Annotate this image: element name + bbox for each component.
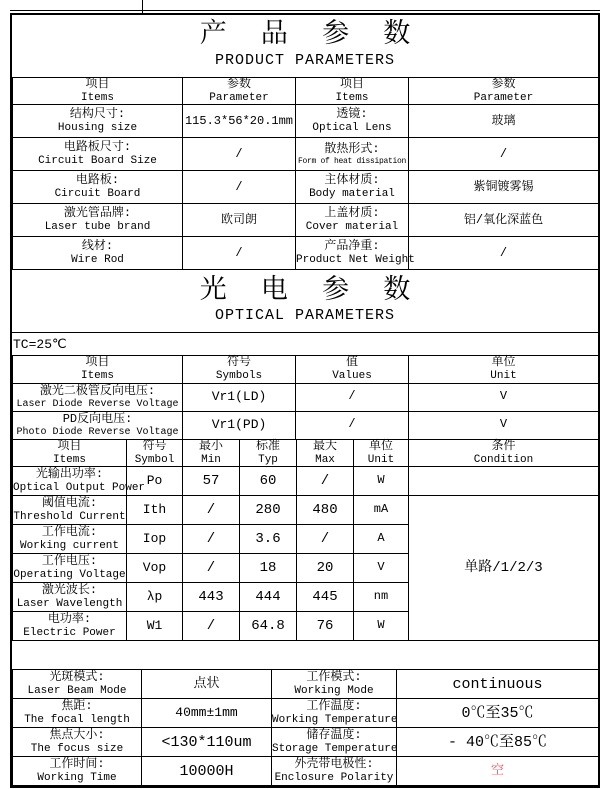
optical-parameters-title-block [12,270,598,332]
item-cell [272,728,397,757]
item-cell [13,496,127,525]
header-label-en: Items [80,91,114,104]
typ-cell: 18 [240,554,297,583]
optical-parameters-title-zh: 光 电 参 数 [199,276,420,307]
item-label-zh: 光斑模式: [49,670,105,685]
header-cell [240,439,297,466]
table-header-row [13,78,599,105]
reverse-voltage-table [12,355,599,439]
unit-cell: V [409,383,599,411]
header-label-zh: 值 [345,355,358,370]
condition-merged-cell: 单路/1/2/3 [409,496,599,641]
product-parameters-table [12,77,599,270]
product-parameters-title-en: PRODUCT PARAMETERS [214,51,396,69]
header-label-en: Unit [490,370,517,383]
item-label-en: Threshold Current [13,510,126,523]
header-label-en: Values [332,370,372,383]
item-label-en: Optical Output Power [13,481,146,494]
document-frame [10,13,600,788]
item-label-en: Product Net Weight [296,254,415,267]
item-label-zh: 上盖材质: [324,206,380,221]
item-cell [13,612,127,641]
header-cell [296,356,409,383]
value-cell: 40mm±1mm [142,699,272,728]
symbol-cell: Vop [127,554,183,583]
item-label-zh: 工作电流: [41,525,98,540]
item-cell [13,105,183,138]
item-cell [13,583,127,612]
table-row [13,383,599,411]
item-label-zh: 外壳带电极性: [294,757,374,772]
symbol-cell: Vr1(LD) [183,383,296,411]
item-label-en: Optical Lens [312,122,392,135]
header-label-zh: 单位 [491,355,516,370]
value-cell: 115.3*56*20.1mm [183,105,296,138]
value-cell: <130*110um [142,728,272,757]
header-cell [183,78,296,105]
item-label-en: Working Temperature [272,713,398,726]
item-cell [13,728,142,757]
item-label-zh: 线材: [81,239,114,254]
value-cell: / [296,383,409,411]
max-cell: 76 [297,612,354,641]
header-cell [409,78,599,105]
value-cell: 点状 [142,670,272,699]
table-row [13,496,599,525]
header-label-zh: 参数 [491,77,516,91]
header-label-en: Symbol [134,453,175,466]
table-row [13,411,599,439]
header-label-en: Symbols [215,370,263,383]
item-label-zh: 产品净重: [324,239,380,254]
header-label-zh: 项目 [85,355,110,370]
header-label-zh: 最小 [198,438,223,453]
header-cell [297,439,354,466]
header-cell [183,439,240,466]
header-cell [183,356,296,383]
item-label-en: Body material [309,188,395,201]
item-label-en: Circuit Board [54,188,141,201]
header-label-zh: 条件 [491,438,516,453]
item-label-en: Cover material [305,221,399,234]
item-label-zh: 储存温度: [306,728,362,743]
table-row [13,757,599,786]
item-label-zh: 激光波长: [41,583,98,598]
value-cell: / [183,171,296,204]
item-cell [296,138,409,171]
table-row [13,105,599,138]
item-cell [296,171,409,204]
value-cell: 铝/氧化深蓝色 [409,204,599,237]
item-label-zh: 工作模式: [306,670,362,685]
typ-cell: 3.6 [240,525,297,554]
value-cell: 欧司朗 [183,204,296,237]
header-label-zh: 符号 [226,355,251,370]
item-label-zh: 主体材质: [324,173,380,188]
header-label-en: Items [335,91,369,104]
max-cell: 20 [297,554,354,583]
max-cell: 445 [297,583,354,612]
general-spec-table [12,669,599,786]
item-cell [13,757,142,786]
item-cell [296,204,409,237]
value-cell: / [183,237,296,270]
item-label-en: The focus size [30,742,124,755]
header-label-zh: 项目 [339,77,364,91]
header-label-en: Max [315,453,335,466]
table-row [13,171,599,204]
item-label-zh: 电功率: [47,612,92,627]
header-label-en: Items [52,453,86,466]
value-cell: / [409,138,599,171]
header-cell [13,439,127,466]
item-label-en: Storage Temperature [272,742,398,755]
header-label-en: Items [80,370,114,383]
spacer-row [12,641,598,669]
header-label-zh: 项目 [57,438,82,453]
item-label-en: Laser tube brand [44,221,151,234]
item-cell [272,670,397,699]
header-label-zh: 最大 [312,438,337,453]
header-cell [409,356,599,383]
condition-empty-cell [409,467,599,496]
product-parameters-title-zh: 产 品 参 数 [199,21,420,52]
item-label-en: Housing size [57,122,138,135]
item-cell [13,411,183,439]
value-cell: 0℃至35℃ [397,699,599,728]
item-label-zh: 电路板尺寸: [63,140,132,155]
value-cell: continuous [397,670,599,699]
value-cell: - 40℃至85℃ [397,728,599,757]
item-cell [13,525,127,554]
header-label-zh: 标准 [255,438,280,453]
item-cell [13,670,142,699]
item-label-zh: 激光管品牌: [63,206,132,221]
symbol-cell: W1 [127,612,183,641]
header-label-zh: 单位 [368,438,393,453]
typ-cell: 444 [240,583,297,612]
unit-cell: V [354,554,409,583]
item-label-en: Circuit Board Size [38,155,157,168]
unit-cell: A [354,525,409,554]
header-label-en: Unit [367,453,395,466]
item-label-en: Working Time [37,771,117,784]
item-cell [296,237,415,270]
item-label-en: Photo Diode Reverse Voltage [16,426,179,438]
header-label-zh: 符号 [142,438,167,453]
item-label-zh: 结构尺寸: [69,107,126,122]
item-cell [13,699,142,728]
optical-parameters-title-en: OPTICAL PARAMETERS [214,307,396,325]
header-cell [13,356,183,383]
unit-cell: V [409,411,599,439]
header-cell [13,78,183,105]
symbol-cell: Iop [127,525,183,554]
header-label-en: Parameter [473,91,534,104]
optical-characteristics-table [12,439,599,641]
item-label-zh: 电路板: [75,173,120,188]
item-cell [13,467,146,496]
symbol-cell: Po [127,467,183,496]
item-cell [13,204,183,237]
product-parameters-title-block [12,15,598,77]
table-header-row [13,439,599,466]
item-label-zh: 阈值电流: [41,496,98,511]
item-label-zh: 工作温度: [306,699,362,714]
unit-cell: nm [354,583,409,612]
header-cell [409,439,599,466]
item-label-zh: PD反向电压: [62,411,133,426]
max-cell: / [297,467,354,496]
min-cell: / [183,554,240,583]
table-row [13,204,599,237]
item-label-en: Working Mode [294,684,374,697]
item-label-en: Laser Diode Reverse Voltage [16,398,179,410]
item-cell [13,554,127,583]
typ-cell: 280 [240,496,297,525]
item-label-en: Form of heat dissipation [297,156,407,166]
value-cell: 玻璃 [409,105,599,138]
typ-cell: 64.8 [240,612,297,641]
header-label-en: Min [201,453,221,466]
item-label-zh: 工作时间: [49,757,105,772]
item-label-zh: 光输出功率: [35,467,104,482]
item-cell [13,383,183,411]
header-cell [354,439,409,466]
scan-artifact-tick [142,0,143,13]
item-label-en: The focal length [24,713,130,726]
min-cell: 57 [183,467,240,496]
item-cell [13,138,183,171]
table-row [13,670,599,699]
item-cell [296,105,409,138]
header-label-zh: 项目 [85,77,110,91]
item-label-en: Operating Voltage [13,568,126,581]
max-cell: / [297,525,354,554]
header-cell [127,439,183,466]
item-label-en: Laser Beam Mode [27,684,127,697]
item-cell [13,171,183,204]
unit-cell: W [354,467,409,496]
item-label-en: Working current [19,539,120,552]
value-cell-highlighted: 空 [397,757,599,786]
value-cell: / [409,237,599,270]
item-label-en: Wire Rod [71,254,124,267]
item-cell [272,757,397,786]
symbol-cell: λp [127,583,183,612]
table-row [13,699,599,728]
tc-condition-note: TC=25℃ [12,332,598,355]
item-label-zh: 透镜: [336,107,368,122]
item-label-en: Enclosure Polarity [274,771,394,784]
table-row [13,467,599,496]
table-header-row [13,356,599,383]
header-label-en: Condition [473,453,534,466]
min-cell: / [183,525,240,554]
symbol-cell: Ith [127,496,183,525]
min-cell: / [183,496,240,525]
min-cell: 443 [183,583,240,612]
value-cell: 10000H [142,757,272,786]
item-label-zh: 焦距: [61,699,93,714]
item-label-zh: 散热形式: [324,141,380,156]
header-cell [296,78,409,105]
header-label-en: Typ [258,453,278,466]
min-cell: / [183,612,240,641]
item-label-en: Electric Power [23,626,116,639]
header-label-zh: 参数 [226,77,251,91]
value-cell: 紫铜镀雾锡 [409,171,599,204]
item-label-zh: 焦点大小: [49,728,105,743]
symbol-cell: Vr1(PD) [183,411,296,439]
item-label-zh: 工作电压: [41,554,98,569]
item-label-zh: 激光二极管反向电压: [39,383,156,398]
value-cell: / [183,138,296,171]
table-row [13,138,599,171]
table-row [13,728,599,757]
item-cell [13,237,183,270]
table-row [13,237,599,270]
unit-cell: W [354,612,409,641]
max-cell: 480 [297,496,354,525]
value-cell: / [296,411,409,439]
item-cell [272,699,397,728]
unit-cell: mA [354,496,409,525]
typ-cell: 60 [240,467,297,496]
item-label-en: Laser Wavelength [16,597,123,610]
header-label-en: Parameter [209,91,269,104]
